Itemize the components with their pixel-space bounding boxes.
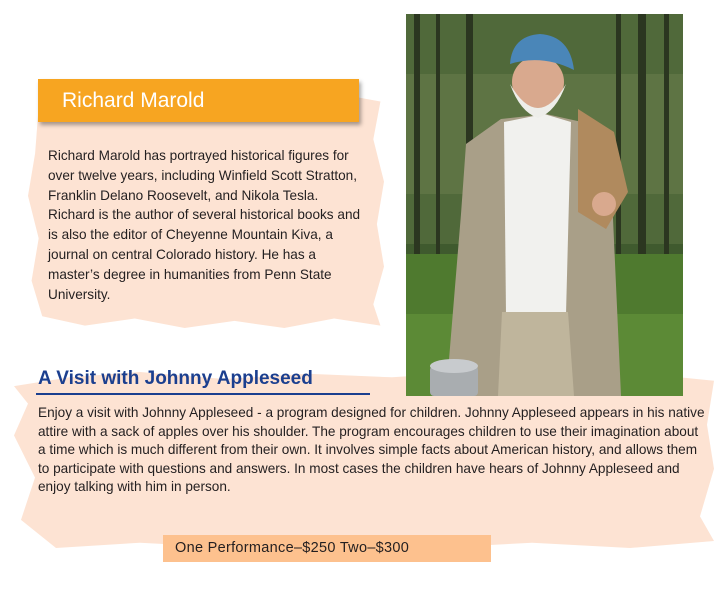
pricing-text: One Performance–$250 Two–$300 xyxy=(175,540,410,556)
presenter-name: Richard Marold xyxy=(62,89,205,112)
presenter-bio: Richard Marold has portrayed historical figures for over twelve years, including Winfield Scott Stratton, Franklin Delano Roosevelt, and Nikola Tesla. Richard is the author of several historical books and is also the editor of Cheyenne Mountain Kiva, a journal on central Colorado history. He has a master’s degree in humanities from Penn State University. xyxy=(48,148,361,302)
program-title-underline xyxy=(36,393,370,395)
presenter-photo xyxy=(406,14,683,396)
pricing-box xyxy=(163,535,491,562)
program-title: A Visit with Johnny Appleseed xyxy=(38,368,313,389)
program-description: Enjoy a visit with Johnny Appleseed - a program designed for children. Johnny Appleseed appears in his native attire with a sack of apples over his shoulder. The program encourages children to use their imagination about a time which is much different from their own. It involves simple facts about American history, and allows them to participate with questions and answers. In most cases the children have hears of Johnny Appleseed and enjoy talking with him in person. xyxy=(38,405,705,495)
presenter-name-banner xyxy=(38,79,359,122)
